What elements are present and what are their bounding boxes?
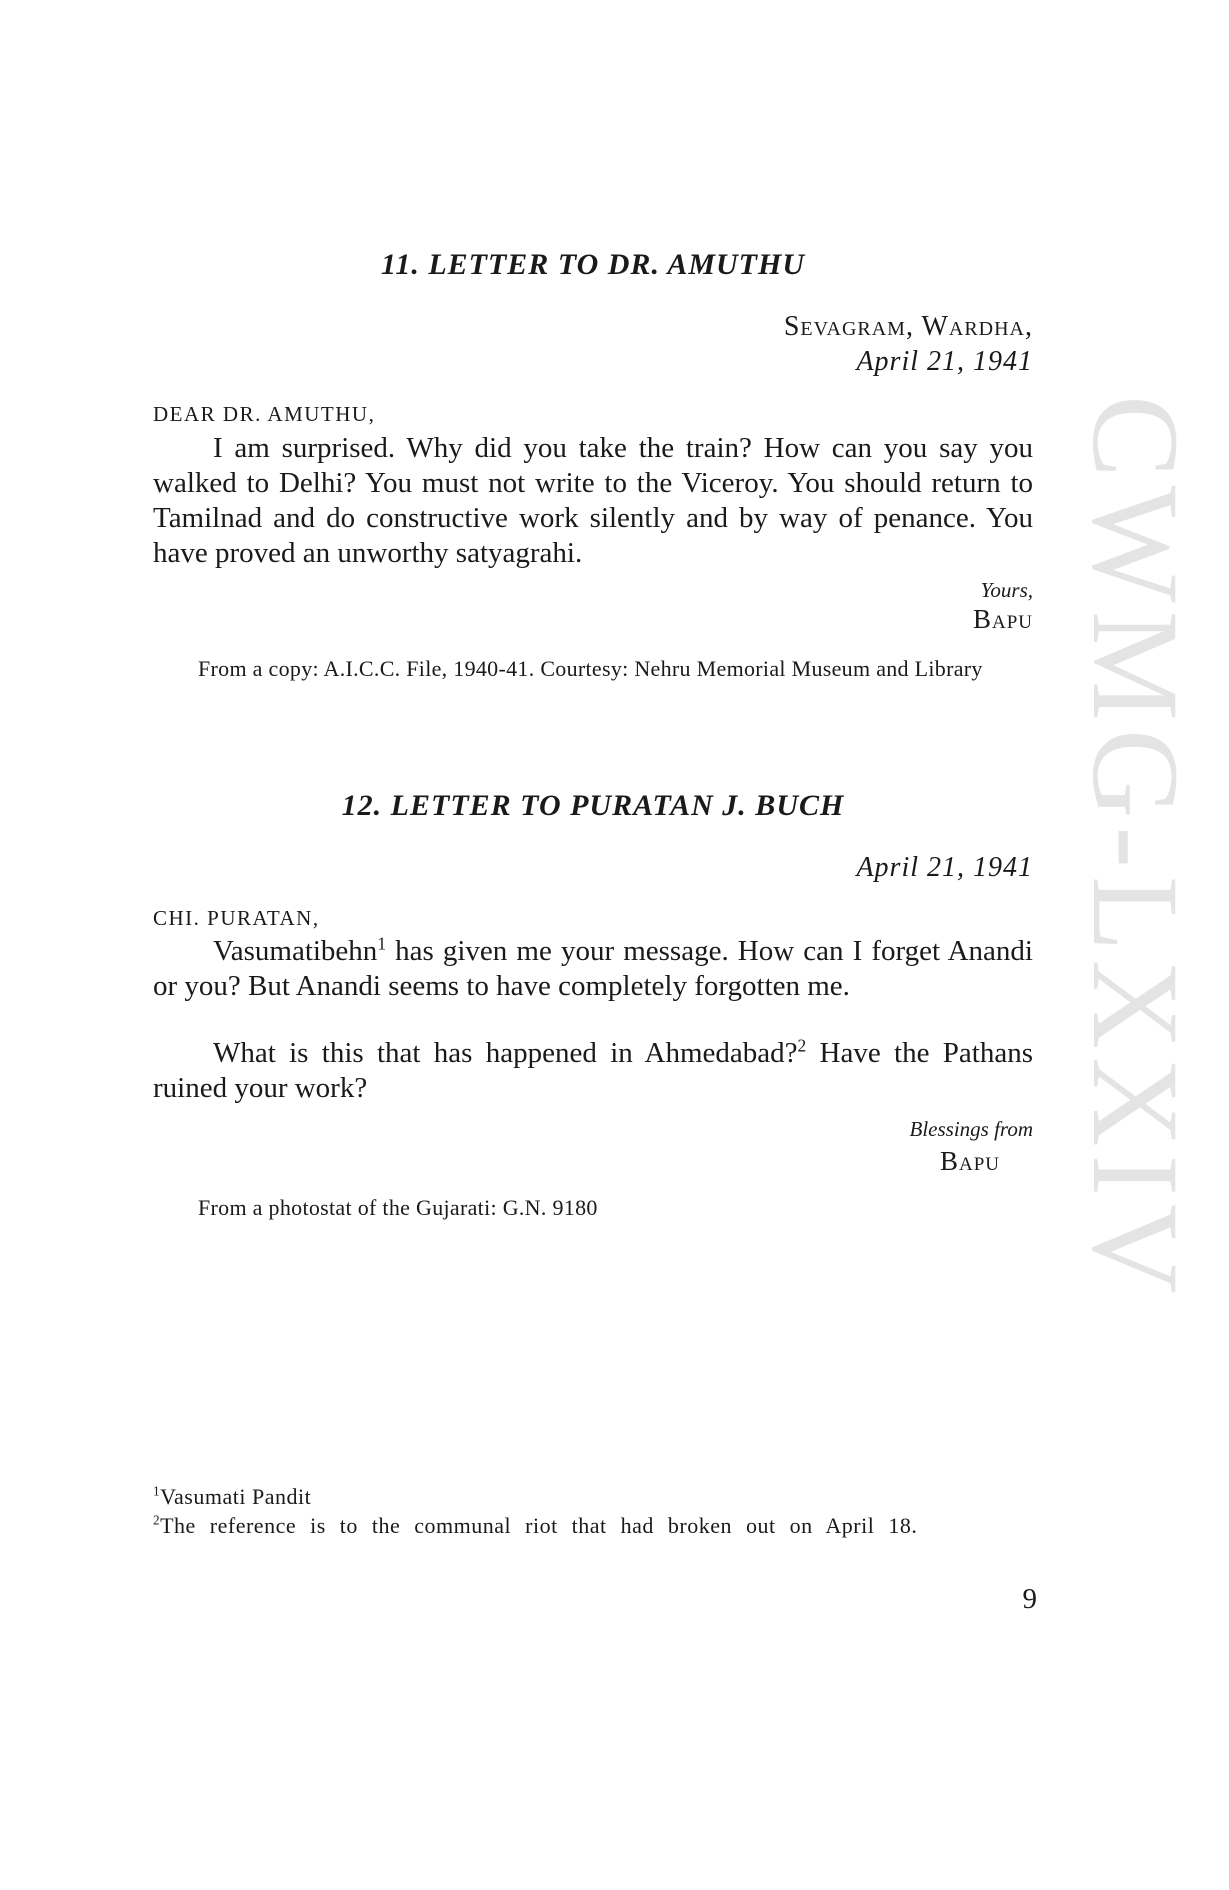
letter-12-paragraph-2 [153,1036,1033,1106]
letter-11-source: From a copy: A.I.C.C. File, 1940-41. Courtesy: Nehru Memorial Museum and Library [198,656,983,681]
footnote-ref-1: 1 [377,933,387,954]
letter-12-title: 12. LETTER TO PURATAN J. BUCH [341,789,845,822]
letter-11-date: April 21, 1941 [856,346,1033,377]
para1-text-after: has given me your message. How can I forget Anandi or you? But Anandi seems to have completely forgotten me. [153,935,1033,1002]
letter-12-signature: Bapu [939,1146,1000,1176]
letter-12-source: From a photostat of the Gujarati: G.N. 9180 [198,1195,598,1220]
para2-text-after: Have the Pathans ruined your work? [153,1037,1033,1104]
footnote-2 [153,1512,1033,1539]
footnote-ref-2: 2 [797,1035,807,1056]
footnote-1 [153,1483,1033,1510]
page-number: 9 [1022,1583,1037,1615]
letter-11-closing: Yours, [980,578,1033,602]
letter-11-signature: Bapu [972,604,1033,634]
letter-12-date: April 21, 1941 [856,852,1033,883]
letter-12-closing: Blessings from [909,1117,1033,1141]
letter-12-salutation: CHI. PURATAN, [153,906,320,930]
letter-11-place: Sevagram, Wardha, [783,311,1033,342]
letter-11-title: 11. LETTER TO DR. AMUTHU [380,248,806,281]
para1-text-before: Vasumatibehn [213,935,378,967]
footnote-1-text: Vasumati Pandit [160,1484,312,1509]
watermark: CWMG-LXXIV [1067,395,1204,1302]
footnote-2-text: The reference is to the communal riot that had broken out on April 18. [160,1513,918,1538]
letter-12-paragraph-1 [153,934,1033,1004]
letter-11-salutation: DEAR DR. AMUTHU, [153,402,376,426]
footnote-2-mark: 2 [153,1512,161,1528]
footnote-1-mark: 1 [153,1483,161,1499]
letter-11-body: I am surprised. Why did you take the train? How can you say you walked to Delhi? You must not write to the Viceroy. You should return to Tamilnad and do constructive work silently and by way of penance. You have proved an unworthy satyagrahi. [153,432,1033,569]
para2-text-before: What is this that has happened in Ahmedabad? [213,1037,798,1069]
